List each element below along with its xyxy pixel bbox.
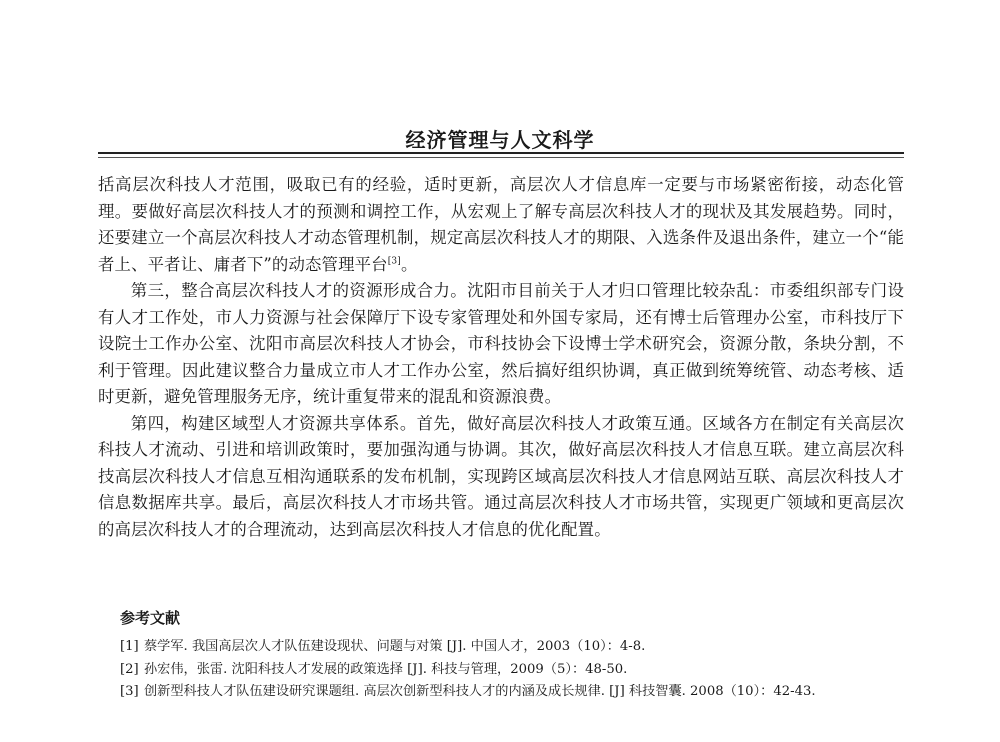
paragraph-third-point: 第三，整合高层次科技人才的资源形成合力。沈阳市目前关于人才归口管理比较杂乱：市委组织部专门设有人才工作处，市人力资源与社会保障厅下设专家管理处和外国专家局，还有博士后管理办公室，市科技厅下设院士工作办公室、沈阳市高层次科技人才协会，市科技协会下设博士学术研究会，资源分散，条块分割，不利于管理。因此建议整合力量成立市人才工作办公室，然后搞好组织协调，真正做到统筹统管、动态考核、适时更新，避免管理服务无序，统计重复带来的混乱和资源浪费。 [98,281,904,406]
paragraph-continuation [98,172,904,278]
paragraph-fourth-point: 第四，构建区域型人才资源共享体系。首先，做好高层次科技人才政策互通。区域各方在制定有关高层次科技人才流动、引进和培训政策时，要加强沟通与协调。其次，做好高层次科技人才信息互联。建立高层次科技高层次科技人才信息互相沟通联系的发布机制，实现跨区域高层次科技人才信息网站互联、高层次科技人才信息数据库共享。最后，高层次科技人才市场共管。通过高层次科技人才市场共管，实现更广领域和更高层次的高层次科技人才的合理流动，达到高层次科技人才信息的优化配置。 [98,413,904,539]
journal-section-title: 经济管理与人文科学 [405,128,595,152]
reference-item [120,681,904,704]
references-heading: 参考文献 [120,609,181,627]
header-rule-thin [98,157,904,158]
paragraph-1-end: 。 [400,254,418,274]
citation-marker: [3] [387,256,401,267]
reference-item [120,636,904,659]
paragraph-1-text: 括高层次科技人才范围，吸取已有的经验，适时更新，高层次人才信息库一定要与市场紧密衔接，动态化管理。要做好高层次科技人才的预测和调控工作，从宏观上了解专高层次科技人才的现状及其发展趋势。同时，还要建立一个高层次科技人才动态管理机制，规定高层次科技人才的期限、入选条件及退出条件，建立一个“能者上、平者让、庸者下”的动态管理平台 [98,175,904,274]
reference-number: [2] [120,661,139,677]
reference-number: [1] [120,639,139,654]
reference-text: 蔡学军. 我国高层次人才队伍建设现状、问题与对策 [J]. 中国人才，2003（10）：4-8. [144,639,646,654]
header-rule-thick [98,152,904,154]
reference-number: [3] [120,684,139,699]
reference-item [120,659,904,682]
reference-text: 创新型科技人才队伍建设研究课题组. 高层次创新型科技人才的内涵及成长规律. [J] 科技智囊. 2008（10）：42-43. [144,684,816,699]
reference-text: 孙宏伟，张雷. 沈阳科技人才发展的政策选择 [J]. 科技与管理，2009（5）：48-50. [144,661,628,677]
article-body [98,172,904,543]
references-section [120,607,904,704]
